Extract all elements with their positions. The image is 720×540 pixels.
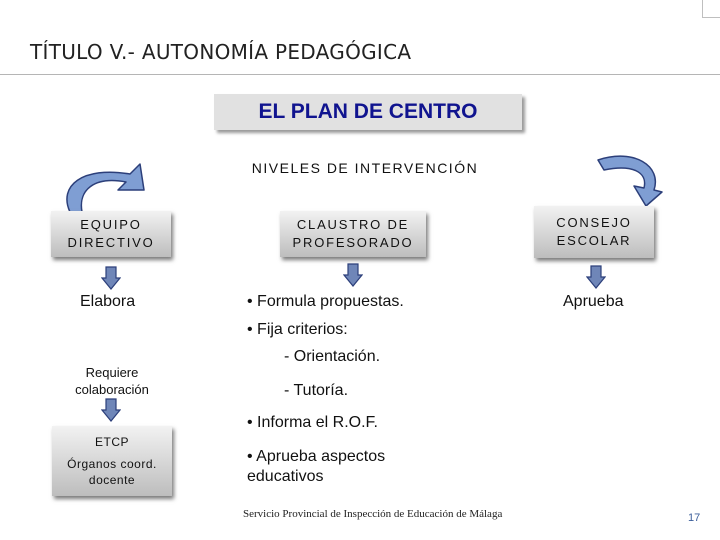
fija-criterios-text: • Fija criterios: xyxy=(247,321,348,338)
page-number: 17 xyxy=(688,512,701,524)
down-arrow-icon xyxy=(343,263,363,287)
etcp-box xyxy=(52,426,172,496)
footer-text: Servicio Provincial de Inspección de Educación de Málaga xyxy=(243,508,503,520)
curved-arrow-right-icon xyxy=(588,148,668,210)
consejo-line2: ESCOLAR xyxy=(556,233,632,248)
consejo-line1: CONSEJO xyxy=(556,215,632,230)
claustro-line1: CLAUSTRO DE xyxy=(296,217,410,232)
etcp-line2: Órganos coord. xyxy=(67,457,157,471)
claustro-box xyxy=(280,211,426,257)
niveles-heading: NIVELES DE INTERVENCIÓN xyxy=(251,160,479,176)
etcp-line1: ETCP xyxy=(94,435,129,449)
curved-arrow-left-icon xyxy=(52,160,147,218)
requiere-line2: colaboración xyxy=(75,382,149,397)
tutoria-text: - Tutoría. xyxy=(284,382,349,399)
corner-decoration xyxy=(702,0,720,18)
title-divider xyxy=(0,74,720,75)
aprueba-text: Aprueba xyxy=(563,293,624,310)
requiere-line1: Requiere xyxy=(85,365,139,380)
down-arrow-icon xyxy=(101,398,121,422)
elabora-text: Elabora xyxy=(80,293,136,310)
formula-propuestas-text: • Formula propuestas. xyxy=(247,293,404,310)
plan-de-centro-banner: EL PLAN DE CENTRO xyxy=(214,94,522,130)
equipo-line2: DIRECTIVO xyxy=(67,235,155,250)
equipo-line1: EQUIPO xyxy=(80,217,142,232)
orientacion-text: - Orientación. xyxy=(284,348,381,365)
down-arrow-icon xyxy=(586,265,606,289)
claustro-line2: PROFESORADO xyxy=(292,235,414,250)
informa-rof-text: • Informa el R.O.F. xyxy=(247,414,378,431)
aprueba-aspectos-line2: educativos xyxy=(247,468,324,485)
equipo-directivo-box xyxy=(51,211,171,257)
down-arrow-icon xyxy=(101,266,121,290)
requiere-colaboracion-text xyxy=(62,364,162,398)
consejo-escolar-box xyxy=(534,206,654,258)
aprueba-aspectos-line1: • Aprueba aspectos xyxy=(247,448,386,465)
page-title: TÍTULO V.- AUTONOMÍA PEDAGÓGICA xyxy=(30,40,412,64)
etcp-line3: docente xyxy=(88,473,136,487)
